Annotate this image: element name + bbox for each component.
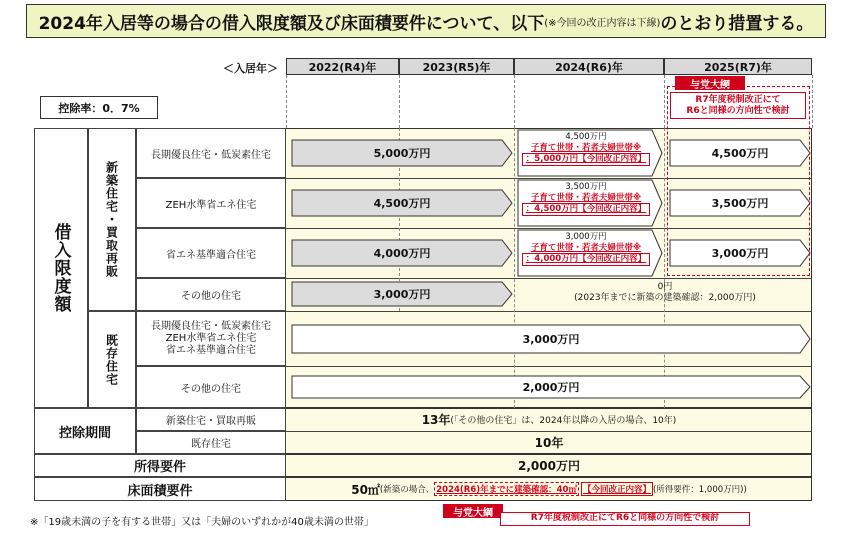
period-new-years: 13年 — [421, 413, 451, 427]
r6-energy-special: ：4,000万円【今回改正内容】 — [522, 253, 650, 266]
section-borrow-text: 借入限度額 — [50, 223, 71, 313]
value-r7-long-life: 4,500万円 — [711, 147, 769, 160]
income-label: 所得要件 — [34, 454, 286, 477]
floor-value — [286, 477, 812, 501]
period-existing-value: 10年 — [534, 436, 564, 450]
value-zeh-base: 4,500万円 — [373, 197, 431, 210]
floor-note-b: (所得要件：1,000万円)) — [652, 485, 747, 495]
r6-energy-base: 3,000万円 — [565, 232, 607, 242]
value-r7-energy: 3,000万円 — [711, 247, 769, 260]
value-other-new-base: 3,000万円 — [373, 288, 431, 301]
row-label-other-new: その他の住宅 — [136, 278, 286, 311]
title-text-end: のとおり措置する。 — [660, 13, 814, 34]
r6-zeh-info — [520, 181, 652, 225]
period-new-note: (「その他の住宅」は、2024年以降の入居の場合、10年) — [450, 416, 677, 426]
existing-label-3: 省エネ基準適合住宅 — [166, 344, 256, 356]
value-r7-zeh: 3,500万円 — [711, 197, 769, 210]
value-existing-quality: 3,000万円 — [522, 333, 580, 346]
floor-note-a: (新築の場合、 — [379, 485, 435, 495]
floor-area-value: 50㎡ — [351, 482, 380, 497]
r6-other-new-info — [520, 282, 810, 308]
row-label-long-life: 長期優良住宅・低炭素住宅 — [136, 128, 286, 178]
yotou-text-1: R7年度税制改正にて — [695, 95, 781, 105]
r6-zeh-special: ：4,500万円【今回改正内容】 — [522, 203, 650, 216]
income-value: 2,000万円 — [518, 459, 580, 473]
year-2022-header: 2022(R4)年 — [286, 58, 399, 75]
existing-label-1: 長期優良住宅・低炭素住宅 — [151, 320, 271, 332]
r6-long-life-base: 4,500万円 — [565, 132, 607, 142]
r6-long-life-info — [520, 131, 652, 175]
year-2024-header: 2024(R6)年 — [514, 58, 664, 75]
r6-zeh-target: 子育て世帯・若者夫婦世帯※ — [530, 192, 642, 203]
footnote: ※「19歳未満の子を有する世帯」又は「夫婦のいずれかが40歳未満の世帯」 — [30, 517, 374, 528]
year-2023-header: 2023(R5)年 — [399, 58, 514, 75]
row-label-existing-other: その他の住宅 — [136, 366, 286, 408]
value-long-life-base: 5,000万円 — [373, 147, 431, 160]
row-label-zeh: ZEH水準省エネ住宅 — [136, 178, 286, 228]
period-new-label: 新築住宅・買取再販 — [136, 408, 286, 431]
value-existing-other: 2,000万円 — [522, 381, 580, 394]
r7-policy-highlight — [667, 86, 810, 276]
existing-label-2: ZEH水準省エネ住宅 — [165, 332, 257, 344]
section-existing-text: 既存住宅 — [104, 333, 119, 386]
row-label-energy: 省エネ基準適合住宅 — [136, 228, 286, 278]
r6-other-new-note: (2023年までに新築の建築確認：2,000万円) — [574, 293, 756, 303]
yotou-bottom-text: R7年度税制改正にてR6と同様の方向性で検討 — [500, 512, 750, 526]
floor-red-tag: 【今回改正内容】 — [581, 482, 653, 496]
r6-other-new-value: 0円 — [657, 282, 673, 292]
r6-zeh-base: 3,500万円 — [565, 182, 607, 192]
r6-energy-info — [520, 231, 652, 275]
period-label: 控除期間 — [34, 408, 136, 454]
section-new-text: 新築住宅・買取再販 — [104, 161, 119, 278]
r6-long-life-target: 子育て世帯・若者夫婦世帯※ — [530, 142, 642, 153]
floor-red-change: 2024(R6)年までに建築確認：40㎡ — [434, 482, 579, 496]
title-text: 2024年入居等の場合の借入限度額及び床面積要件について、以下 — [38, 13, 545, 34]
title-note: (※今回の改正内容は下線) — [544, 17, 661, 29]
period-existing-label: 既存住宅 — [136, 431, 286, 454]
floor-label: 床面積要件 — [34, 477, 286, 501]
value-energy-base: 4,000万円 — [373, 247, 431, 260]
deduction-rate: 控除率：0．7% — [40, 96, 158, 119]
period-new-value — [286, 408, 812, 431]
yotou-text-2: R6と同様の方向性で検討 — [686, 105, 790, 116]
yotou-tag: 与党大綱 — [675, 76, 745, 90]
r6-energy-target: 子育て世帯・若者夫婦世帯※ — [530, 242, 642, 253]
yotou-bottom-tag: 与党大綱 — [443, 504, 503, 518]
r6-long-life-special: ：5,000万円【今回改正内容】 — [522, 153, 650, 166]
year-2025-header: 2025(R7)年 — [664, 58, 812, 75]
year-label: ＜入居年＞ — [223, 62, 278, 75]
